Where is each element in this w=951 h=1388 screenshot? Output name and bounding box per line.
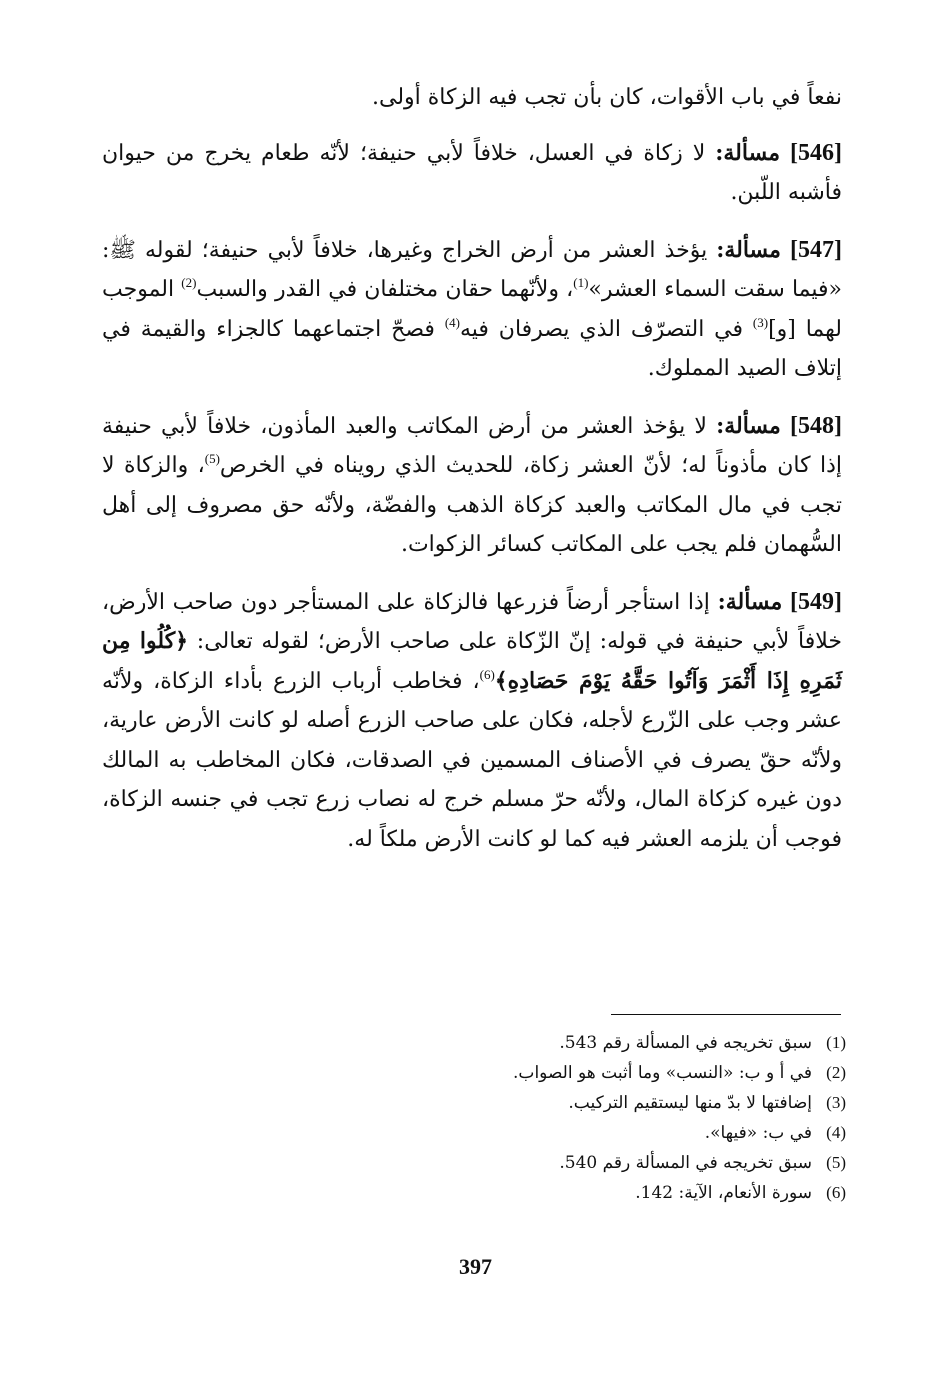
- paragraph-continuation: [102, 78, 842, 118]
- footnote-ref[interactable]: (4): [444, 314, 460, 330]
- footnote-item: [146, 1028, 846, 1058]
- footnote-ref[interactable]: (1): [573, 274, 589, 290]
- footnote-item: [146, 1148, 846, 1178]
- footnote-number: (1): [826, 1033, 846, 1052]
- paragraph-text: لا يؤخذ العشر من أرض المكاتب والعبد المأذون، خلافاً لأبي حنيفة إذا كان مأذوناً له؛ لأنّ العشر زكاة، للحديث الذي رويناه في الخرص: [102, 413, 843, 478]
- paragraph-text: فصحّ اجتماعهما كالجزاء والقيمة في إتلاف الصيد المملوك.: [102, 316, 842, 381]
- issue-549: [102, 583, 842, 860]
- issue-label: مسألة:: [716, 236, 781, 263]
- footnote-ref[interactable]: (5): [204, 450, 220, 466]
- paragraph-text: يؤخذ العشر من أرض الخراج وغيرها، خلافاً لأبي حنيفة؛ لقوله ﷺ: «فيما سقت السماء العشر»: [102, 237, 842, 302]
- footnote-text: سبق تخريجه في المسألة رقم 540.: [559, 1153, 812, 1173]
- issue-label: مسألة:: [717, 588, 783, 615]
- main-text: [102, 78, 842, 877]
- footnote-text: إضافتها لا بدّ منها ليستقيم التركيب.: [568, 1093, 812, 1113]
- footnote-text: في أ و ب: «النسب» وما أثبت هو الصواب.: [513, 1063, 812, 1083]
- issue-number: [547]: [789, 236, 842, 263]
- issue-546: [102, 134, 842, 213]
- paragraph-text: إذا استأجر أرضاً فزرعها فالزكاة على المستأجر دون صاحب الأرض، خلافاً لأبي حنيفة في قوله: إنّ الزّكاة على صاحب الأرض؛ لقوله تعالى:: [102, 589, 842, 654]
- footnotes: [146, 1028, 846, 1208]
- footnote-number: (2): [826, 1063, 846, 1082]
- footnote-number: (4): [826, 1123, 846, 1142]
- footnote-number: (6): [826, 1183, 846, 1202]
- paragraph-text: الموجب لهما [و]: [102, 277, 842, 342]
- footnote-text: سورة الأنعام، الآية: 142.: [635, 1183, 812, 1203]
- quran-verse: ﴿كُلُوا مِن ثَمَرِهِ إِذَا أَثْمَرَ وَآتُوا حَقَّهُ يَوْمَ حَصَادِهِ﴾: [102, 628, 843, 694]
- issue-label: مسألة:: [716, 412, 781, 439]
- issue-548: [102, 407, 842, 565]
- footnote-item: [146, 1178, 846, 1208]
- footnote-text: في ب: «فيها».: [704, 1123, 812, 1143]
- footnote-number: (3): [826, 1093, 846, 1112]
- issue-label: مسألة:: [715, 139, 780, 166]
- issue-number: [549]: [790, 588, 842, 615]
- page-number: 397: [459, 1254, 492, 1279]
- issue-547: [102, 231, 842, 389]
- footnote-item: [146, 1088, 846, 1118]
- footnote-ref[interactable]: (6): [479, 666, 495, 682]
- issue-number: [546]: [789, 139, 842, 166]
- footnote-ref[interactable]: (2): [181, 274, 197, 290]
- footnote-item: [146, 1058, 846, 1088]
- footnote-text: سبق تخريجه في المسألة رقم 543.: [559, 1033, 812, 1053]
- paragraph-text: في التصرّف الذي يصرفان فيه: [460, 316, 753, 342]
- footnote-item: [146, 1118, 846, 1148]
- footnote-number: (5): [826, 1153, 846, 1172]
- paragraph-text: ، ولأنّهما حقان مختلفان في القدر والسبب: [196, 277, 574, 302]
- paragraph-text: ، فخاطب أرباب الزرع بأداء الزكاة، ولأنّه عشر وجب على الزّرع لأجله، فكان على صاحب الزرع أصله لو كانت الأرض عارية، ولأنّه حقّ يصرف في الأصناف المسمين في الصدقات، فكان المخاطب به المالك دون غيره كزكاة المال، ولأنّه حرّ مسلم خرج له نصاب زرع تجب في جنسه الزكاة، فوجب أن يلزمه العشر فيه كما لو كانت الأرض ملكاً له.: [102, 668, 842, 852]
- paragraph-text: نفعاً في باب الأقوات، كان بأن تجب فيه الزكاة أولى.: [372, 85, 842, 110]
- paragraph-text: ، والزكاة لا تجب في مال المكاتب والعبد كزكاة الذهب والفضّة، ولأنّه حق مصروف إلى أهل السُّهمان فلم يجب على المكاتب كسائر الزكوات.: [102, 453, 842, 557]
- footnote-divider: [611, 1014, 841, 1015]
- issue-number: [548]: [790, 412, 842, 439]
- footnote-ref[interactable]: (3): [752, 314, 769, 330]
- paragraph-text: لا زكاة في العسل، خلافاً لأبي حنيفة؛ لأنّه طعام يخرج من حيوان فأشبه اللّبن.: [102, 140, 842, 205]
